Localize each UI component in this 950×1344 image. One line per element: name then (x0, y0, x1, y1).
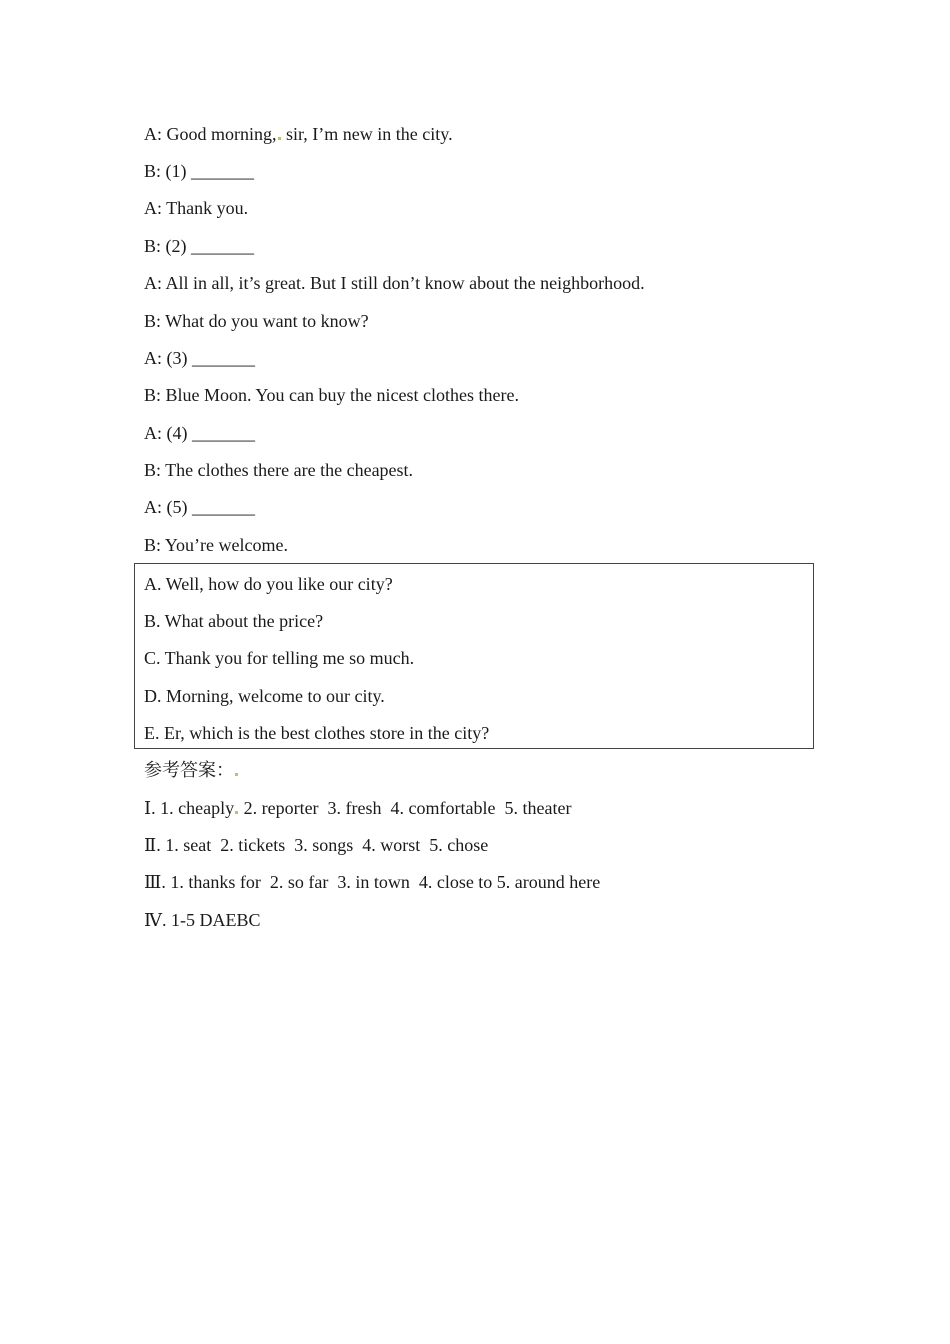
option-b: B. What about the price? (144, 611, 324, 631)
answers-part-4: Ⅳ. 1-5 DAEBC (144, 910, 261, 930)
answers-part-1-prefix: Ⅰ. 1. cheaply (144, 798, 235, 818)
dialogue-line-4: B: (2) _______ (144, 236, 254, 256)
mark-dot-icon (235, 811, 238, 814)
dialogue-line-12: B: You’re welcome. (144, 535, 288, 555)
answers-heading (144, 759, 239, 781)
option-a: A. Well, how do you like our city? (144, 574, 393, 594)
answers-heading-text: 参考答案： (144, 760, 234, 780)
option-d: D. Morning, welcome to our city. (144, 686, 385, 706)
dialogue-line-1-suffix: sir, I’m new in the city. (281, 124, 453, 144)
dialogue-line-11: A: (5) _______ (144, 497, 255, 517)
mark-dot-icon (235, 773, 238, 776)
dialogue-line-6: B: What do you want to know? (144, 311, 369, 331)
answers-part-1 (144, 797, 571, 819)
option-e: E. Er, which is the best clothes store in the city? (144, 723, 490, 743)
dialogue-line-1 (144, 123, 453, 145)
dialogue-line-1-prefix: A: Good morning, (144, 124, 277, 144)
options-box (134, 563, 814, 749)
dialogue-line-10: B: The clothes there are the cheapest. (144, 460, 414, 480)
dialogue-line-2: B: (1) _______ (144, 161, 254, 181)
answers-part-3: Ⅲ. 1. thanks for 2. so far 3. in town 4. close to 5. around here (144, 872, 601, 892)
option-c: C. Thank you for telling me so much. (144, 648, 415, 668)
dialogue-line-9: A: (4) _______ (144, 423, 255, 443)
dialogue-line-3: A: Thank you. (144, 198, 249, 218)
dialogue-line-7: A: (3) _______ (144, 348, 255, 368)
answers-part-1-suffix: 2. reporter 3. fresh 4. comfortable 5. theater (239, 798, 572, 818)
dialogue-line-8: B: Blue Moon. You can buy the nicest clothes there. (144, 385, 519, 405)
mark-dot-icon (278, 137, 281, 140)
dialogue-line-5: A: All in all, it’s great. But I still don’t know about the neighborhood. (144, 273, 645, 293)
answers-part-2: Ⅱ. 1. seat 2. tickets 3. songs 4. worst 5. chose (144, 835, 489, 855)
